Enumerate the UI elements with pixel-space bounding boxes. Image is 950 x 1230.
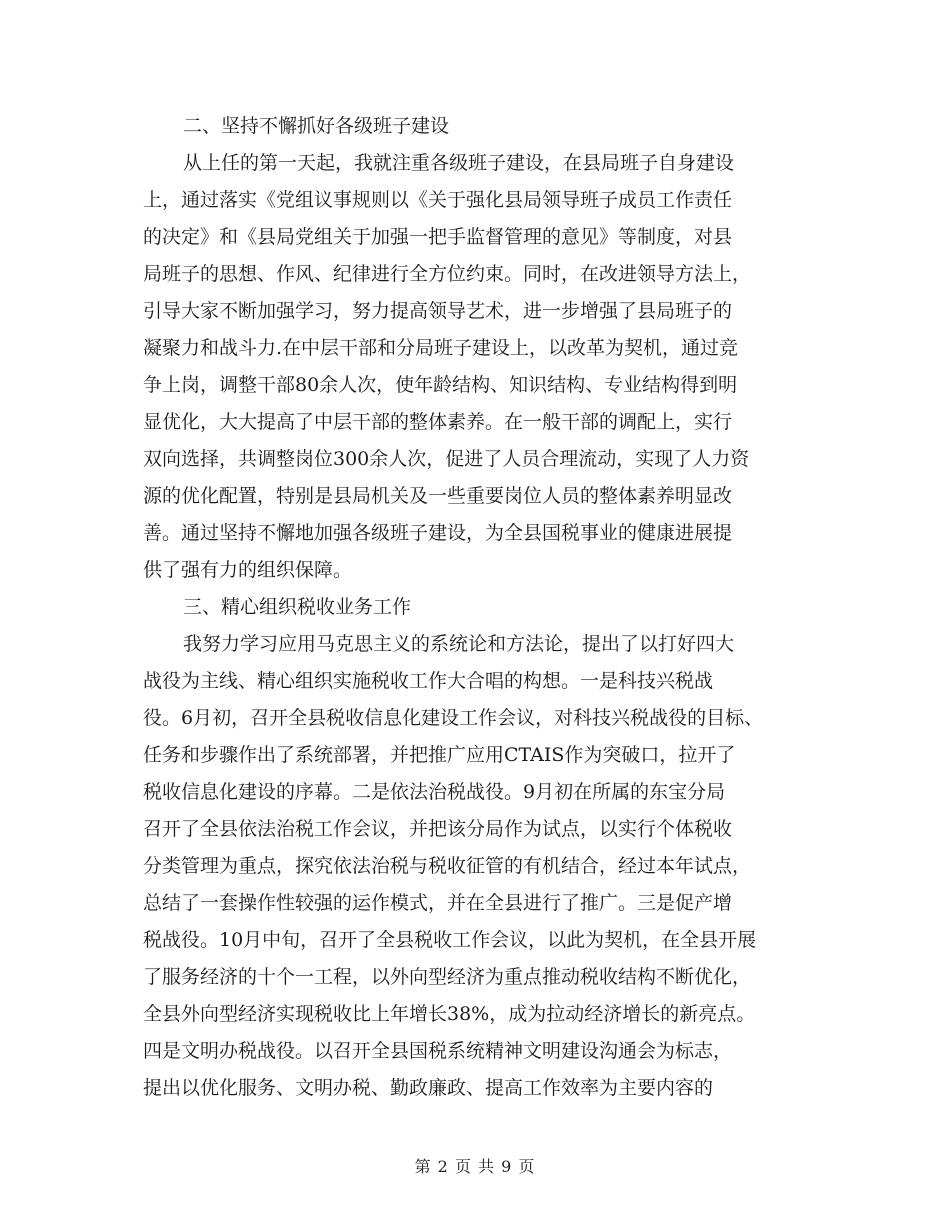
text-line: 的决定》和《县局党组关于加强一把手监督管理的意见》等制度，对县 bbox=[143, 226, 733, 248]
text-line: 四是文明办税战役。以召开全县国税系统精神文明建设沟通会为标志， bbox=[143, 1040, 733, 1062]
text-line: 了服务经济的十个一工程，以外向型经济为重点推动税收结构不断优化， bbox=[143, 966, 752, 988]
text-line: 全县外向型经济实现税收比上年增长38%，成为拉动经济增长的新亮点。 bbox=[143, 1003, 756, 1025]
text-line: 二、坚持不懈抓好各级班子建设 bbox=[183, 115, 450, 137]
text-line: 引导大家不断加强学习，努力提高领导艺术，进一步增强了县局班子的 bbox=[143, 300, 733, 322]
text-line: 善。通过坚持不懈地加强各级班子建设，为全县国税事业的健康进展提 bbox=[143, 522, 733, 544]
text-line: 召开了全县依法治税工作会议，并把该分局作为试点，以实行个体税收 bbox=[143, 818, 733, 840]
text-line: 总结了一套操作性较强的运作模式，并在全县进行了推广。三是促产增 bbox=[143, 892, 733, 914]
text-line: 税战役。10月中旬，召开了全县税收工作会议，以此为契机，在全县开展 bbox=[143, 929, 757, 951]
text-line: 我努力学习应用马克思主义的系统论和方法论，提出了以打好四大 bbox=[183, 633, 735, 655]
text-line: 从上任的第一天起，我就注重各级班子建设，在县局班子自身建设 bbox=[183, 152, 735, 174]
text-line: 上，通过落实《党组议事规则以《关于强化县局领导班子成员工作责任 bbox=[143, 189, 733, 211]
text-line: 双向选择，共调整岗位300余人次，促进了人员合理流动，实现了人力资 bbox=[143, 448, 750, 470]
text-line: 三、精心组织税收业务工作 bbox=[183, 596, 412, 618]
text-line: 凝聚力和战斗力.在中层干部和分局班子建设上，以改革为契机，通过竞 bbox=[143, 337, 739, 359]
text-line: 供了强有力的组织保障。 bbox=[143, 559, 353, 581]
text-line: 分类管理为重点，探究依法治税与税收征管的有机结合，经过本年试点， bbox=[143, 855, 752, 877]
text-line: 税收信息化建设的序幕。二是依法治税战役。9月初在所属的东宝分局 bbox=[143, 781, 726, 803]
text-line: 争上岗，调整干部80余人次，使年龄结构、知识结构、专业结构得到明 bbox=[143, 374, 738, 396]
text-line: 役。6月初，召开全县税收信息化建设工作会议，对科技兴税战役的目标、 bbox=[143, 707, 764, 729]
text-line: 局班子的思想、作风、纪律进行全方位约束。同时，在改进领导方法上， bbox=[143, 263, 752, 285]
text-line: 任务和步骤作出了系统部署，并把推广应用CTAIS作为突破口，拉开了 bbox=[143, 744, 736, 766]
text-line: 源的优化配置，特别是县局机关及一些重要岗位人员的整体素养明显改 bbox=[143, 485, 733, 507]
text-line: 提出以优化服务、文明办税、勤政廉政、提高工作效率为主要内容的 bbox=[143, 1077, 714, 1099]
text-line: 战役为主线、精心组织实施税收工作大合唱的构想。一是科技兴税战 bbox=[143, 670, 714, 692]
document-body bbox=[143, 108, 809, 1107]
page-number-footer: 第 2 页 共 9 页 bbox=[414, 1157, 536, 1176]
text-line: 显优化，大大提高了中层干部的整体素养。在一般干部的调配上，实行 bbox=[143, 411, 733, 433]
